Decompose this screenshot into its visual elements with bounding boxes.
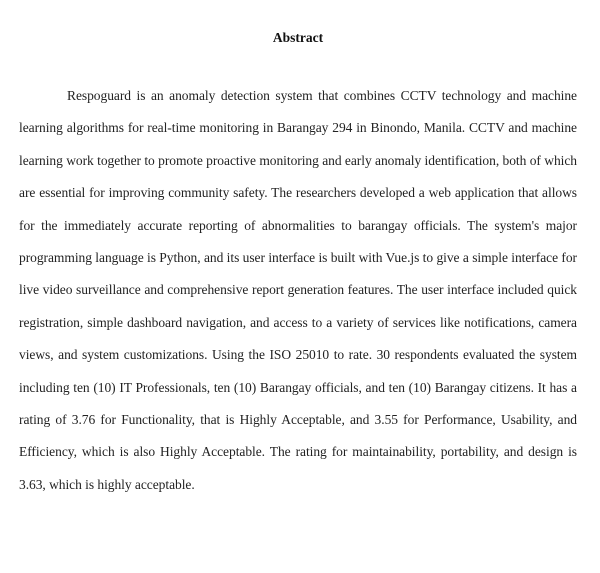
abstract-title: Abstract xyxy=(272,30,324,45)
abstract-paragraph: Respoguard is an anomaly detection system that combines CCTV technology and machine learning algorithms for real-time monitoring in Barangay 294 in Binondo, Manila. CCTV and machine learning work together to promote proactive monitoring and early anomaly identification, both of which are essential for improving community safety. The researchers developed a web application that allows for the immediately accurate reporting of abnormalities to barangay officials. The system's major programming language is Python, and its user interface is built with Vue.js to give a simple interface for live video surveillance and comprehensive report generation features. The user interface included quick registration, simple dashboard navigation, and access to a variety of services like notifications, camera views, and system customizations. Using the ISO 25010 to rate. 30 respondents evaluated the system including ten (10) IT Professionals, ten (10) Barangay officials, and ten (10) Barangay citizens. It has a rating of 3.76 for Functionality, that is Highly Acceptable, and 3.55 for Performance, Usability, and Efficiency, which is also Highly Acceptable. The rating for maintainability, portability, and design is 3.63, which is highly acceptable. xyxy=(19,88,577,492)
